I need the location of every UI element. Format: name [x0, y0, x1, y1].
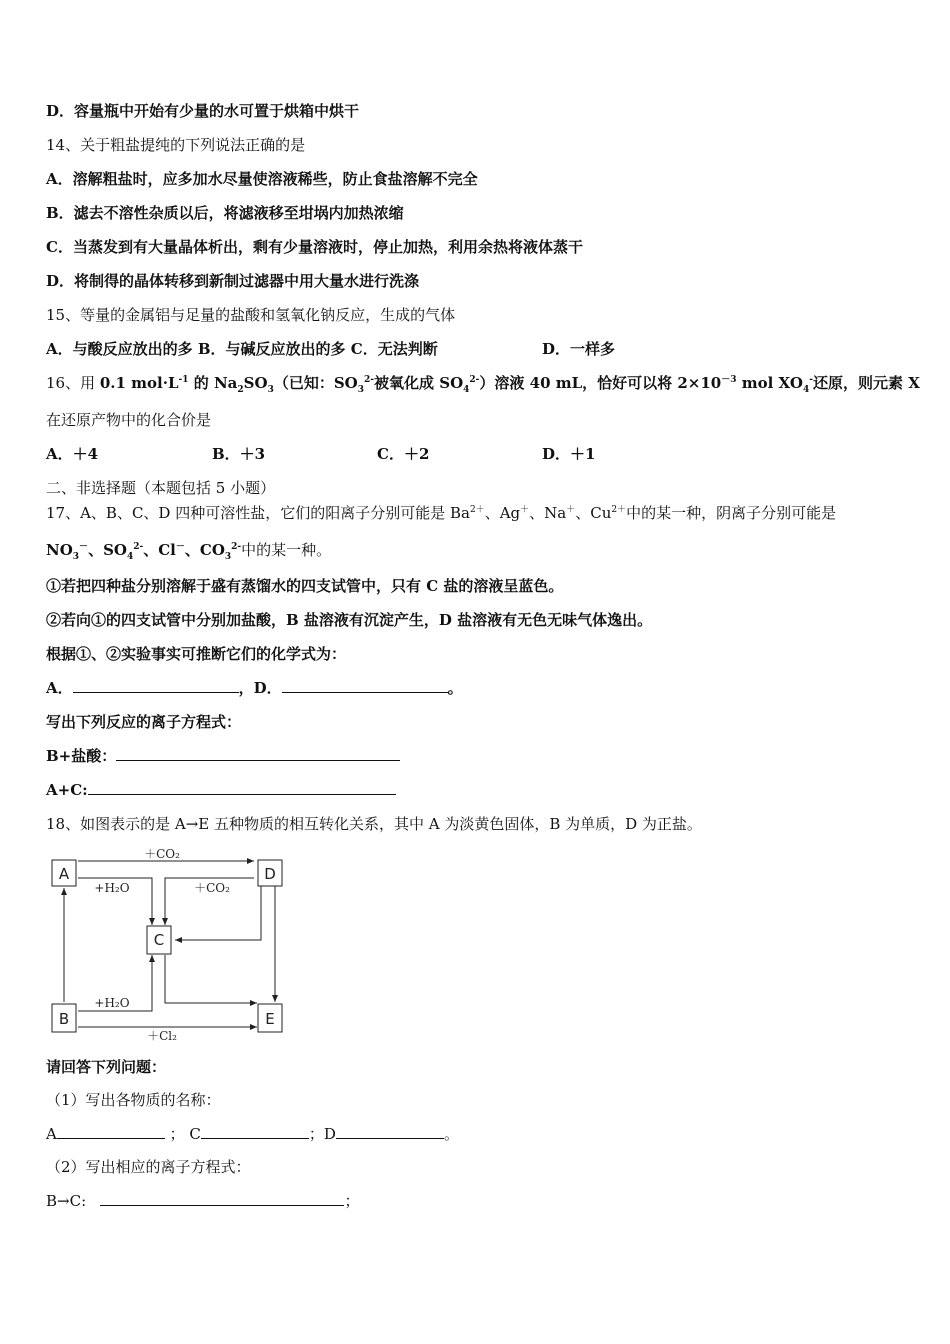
q16-na-sub: 2 [237, 385, 244, 395]
q17-l2c: 、Cl [143, 541, 176, 559]
q18-b-to-c-label: B→C: [46, 1192, 87, 1210]
q16-xo4-sub: 4 [802, 385, 810, 395]
node-a-label: A [58, 865, 70, 883]
q17-l1a: 17、A、B、C、D 四种可溶性盐，它们的阳离子分别可能是 Ba [46, 504, 470, 522]
q17-cu-sup: 2＋ [611, 505, 627, 515]
q17-l1e: 中的某一种，阴离子分别可能是 [626, 504, 837, 522]
q16-xo: mol XO [736, 374, 803, 392]
q18-blank-b-to-c[interactable] [100, 1191, 344, 1206]
q17-ag-sup: ＋ [520, 505, 530, 515]
q18-sep2: ； [308, 1125, 324, 1143]
q16-stem-line2: 在还原产物中的化合价是 [46, 411, 212, 429]
q17-so-sub: 4 [126, 552, 134, 562]
q17-l1b: 、Ag [484, 504, 521, 522]
q18-prompt: 请回答下列问题： [46, 1058, 167, 1076]
q17-eq2-label: A+C: [46, 781, 88, 799]
q17-fill-a-label: A． [46, 679, 73, 697]
q17-ba-sup: 2＋ [469, 505, 485, 515]
q17-fill-end: 。 [447, 679, 463, 697]
q14-option-d: D．将制得的晶体转移到新制过滤器中用大量水进行洗涤 [46, 272, 420, 290]
q17-na-sup: ＋ [566, 505, 576, 515]
q18-blank-c[interactable] [201, 1124, 309, 1139]
q16-option-c: C．＋2 [377, 445, 430, 463]
q16-option-b: B．＋3 [212, 445, 266, 463]
q17-l2d: 、CO [184, 541, 225, 559]
q17-l2e: 中的某一种。 [241, 541, 332, 559]
q17-blank-a[interactable] [73, 678, 239, 693]
q18-b-to-c-end: ； [344, 1192, 360, 1210]
q16-option-a: A．＋4 [46, 445, 99, 463]
q15-option-d: D．一样多 [542, 340, 616, 358]
section-2-title: 二、非选择题（本题包括 5 小题） [46, 479, 276, 497]
q17-cl-sup: － [175, 542, 185, 552]
q18-part1: （1）写出各物质的名称： [46, 1091, 221, 1109]
q17-l2a: NO [46, 541, 73, 559]
q16-so32-sub: 3 [357, 385, 365, 395]
q17-eq1-line [46, 746, 400, 766]
q17-condition-1: ①若把四种盐分别溶解于盛有蒸馏水的四支试管中，只有 C 盐的溶液呈蓝色。 [46, 577, 564, 595]
q18-b-to-c-line [46, 1191, 359, 1211]
q18-part2: （2）写出相应的离子方程式： [46, 1158, 251, 1176]
node-c-label: C [153, 931, 165, 949]
node-b-label: B [58, 1010, 70, 1028]
q18-fill-d-label: D [323, 1125, 336, 1143]
q16-so42-sub: 4 [463, 385, 470, 395]
q18-end: 。 [443, 1125, 459, 1143]
q16-so: SO [243, 374, 268, 392]
q17-blank-eq2[interactable] [88, 780, 396, 795]
q17-eq1-label: B+盐酸： [46, 747, 117, 765]
q17-stem-line1 [46, 503, 836, 523]
q17-co-sub: 3 [224, 552, 232, 562]
q17-no-sub: 3 [72, 552, 80, 562]
q17-l2b: 、SO [88, 541, 127, 559]
q18-transformation-diagram [40, 843, 290, 1043]
q16-so32-sup: 2- [364, 375, 375, 385]
q16-volume: ）溶液 40 mL，恰好可以将 2×10 [479, 374, 722, 392]
q17-l1d: 、Cu [575, 504, 612, 522]
q17-fill-line [46, 678, 463, 698]
q18-blank-a[interactable] [57, 1124, 165, 1139]
q18-stem: 18、如图表示的是 A→E 五种物质的相互转化关系，其中 A 为淡黄色固体，B 为单质，D 为正盐。 [46, 815, 702, 833]
q16-oxidized: 被氧化成 SO [374, 374, 464, 392]
q14-stem: 14、关于粗盐提纯的下列说法正确的是 [46, 136, 306, 154]
q18-sep1: ； [169, 1125, 185, 1143]
q17-blank-eq1[interactable] [116, 746, 400, 761]
q17-infer: 根据①、②实验事实可推断它们的化学式为： [46, 645, 347, 663]
q14-option-a: A．溶解粗盐时，应多加水尽量使溶液稀些，防止食盐溶解不完全 [46, 170, 478, 188]
q16-unit-sup: -1 [178, 375, 189, 385]
label-b-to-c: +H₂O [94, 996, 130, 1010]
q16-known: （已知：SO [273, 374, 358, 392]
q17-l1c: 、Na [529, 504, 567, 522]
q17-blank-d[interactable] [282, 678, 448, 693]
q17-condition-2: ②若向①的四支试管中分别加盐酸，B 盐溶液有沉淀产生，D 盐溶液有无色无味气体逸出。 [46, 611, 653, 629]
node-d-label: D [264, 865, 276, 883]
q14-option-b: B．滤去不溶性杂质以后，将滤液移至坩埚内加热浓缩 [46, 204, 404, 222]
label-a-to-c: +H₂O [94, 881, 130, 895]
q16-exp-sup: －3 [721, 375, 737, 385]
edge-c-to-e [165, 955, 257, 1003]
label-b-to-e: ＋Cl₂ [147, 1029, 177, 1043]
q17-eq2-line [46, 780, 396, 800]
label-d-to-c: ＋CO₂ [194, 881, 230, 895]
q16-option-d: D．＋1 [542, 445, 596, 463]
q18-blank-d[interactable] [336, 1124, 444, 1139]
q18-fill-c-label: C [189, 1125, 201, 1143]
q14-option-c: C．当蒸发到有大量晶体析出，剩有少量溶液时，停止加热，利用余热将液体蒸干 [46, 238, 583, 256]
q17-fill-d-label: ，D． [238, 679, 282, 697]
q15-options-abc: A．与酸反应放出的多 B．与碱反应放出的多 C．无法判断 [46, 340, 438, 358]
q16-so3-sub: 3 [267, 385, 274, 395]
q13-option-d: D．容量瓶中开始有少量的水可置于烘箱中烘干 [46, 102, 360, 120]
q16-p3: 的 Na [188, 374, 238, 392]
q17-no-sup: － [79, 542, 89, 552]
q16-concentration: 0.1 mol·L [99, 374, 179, 392]
label-a-to-d: ＋CO₂ [144, 847, 180, 861]
q16-p1: 16、用 [46, 374, 100, 392]
q16-so42-sup: 2- [469, 375, 480, 385]
q16-xo4-sup: - [809, 375, 813, 385]
q17-stem-line2 [46, 540, 331, 560]
q16-reduced: 还原，则元素 X [813, 374, 920, 392]
node-e-label: E [265, 1010, 275, 1028]
q17-co-sup: 2- [231, 542, 242, 552]
q18-fill-a-label: A [46, 1125, 57, 1143]
q18-names-line [46, 1124, 459, 1144]
q16-stem-line1 [46, 373, 920, 393]
q17-so-sup: 2- [133, 542, 144, 552]
q17-eq-title: 写出下列反应的离子方程式： [46, 713, 242, 731]
q15-stem: 15、等量的金属铝与足量的盐酸和氢氧化钠反应，生成的气体 [46, 306, 456, 324]
